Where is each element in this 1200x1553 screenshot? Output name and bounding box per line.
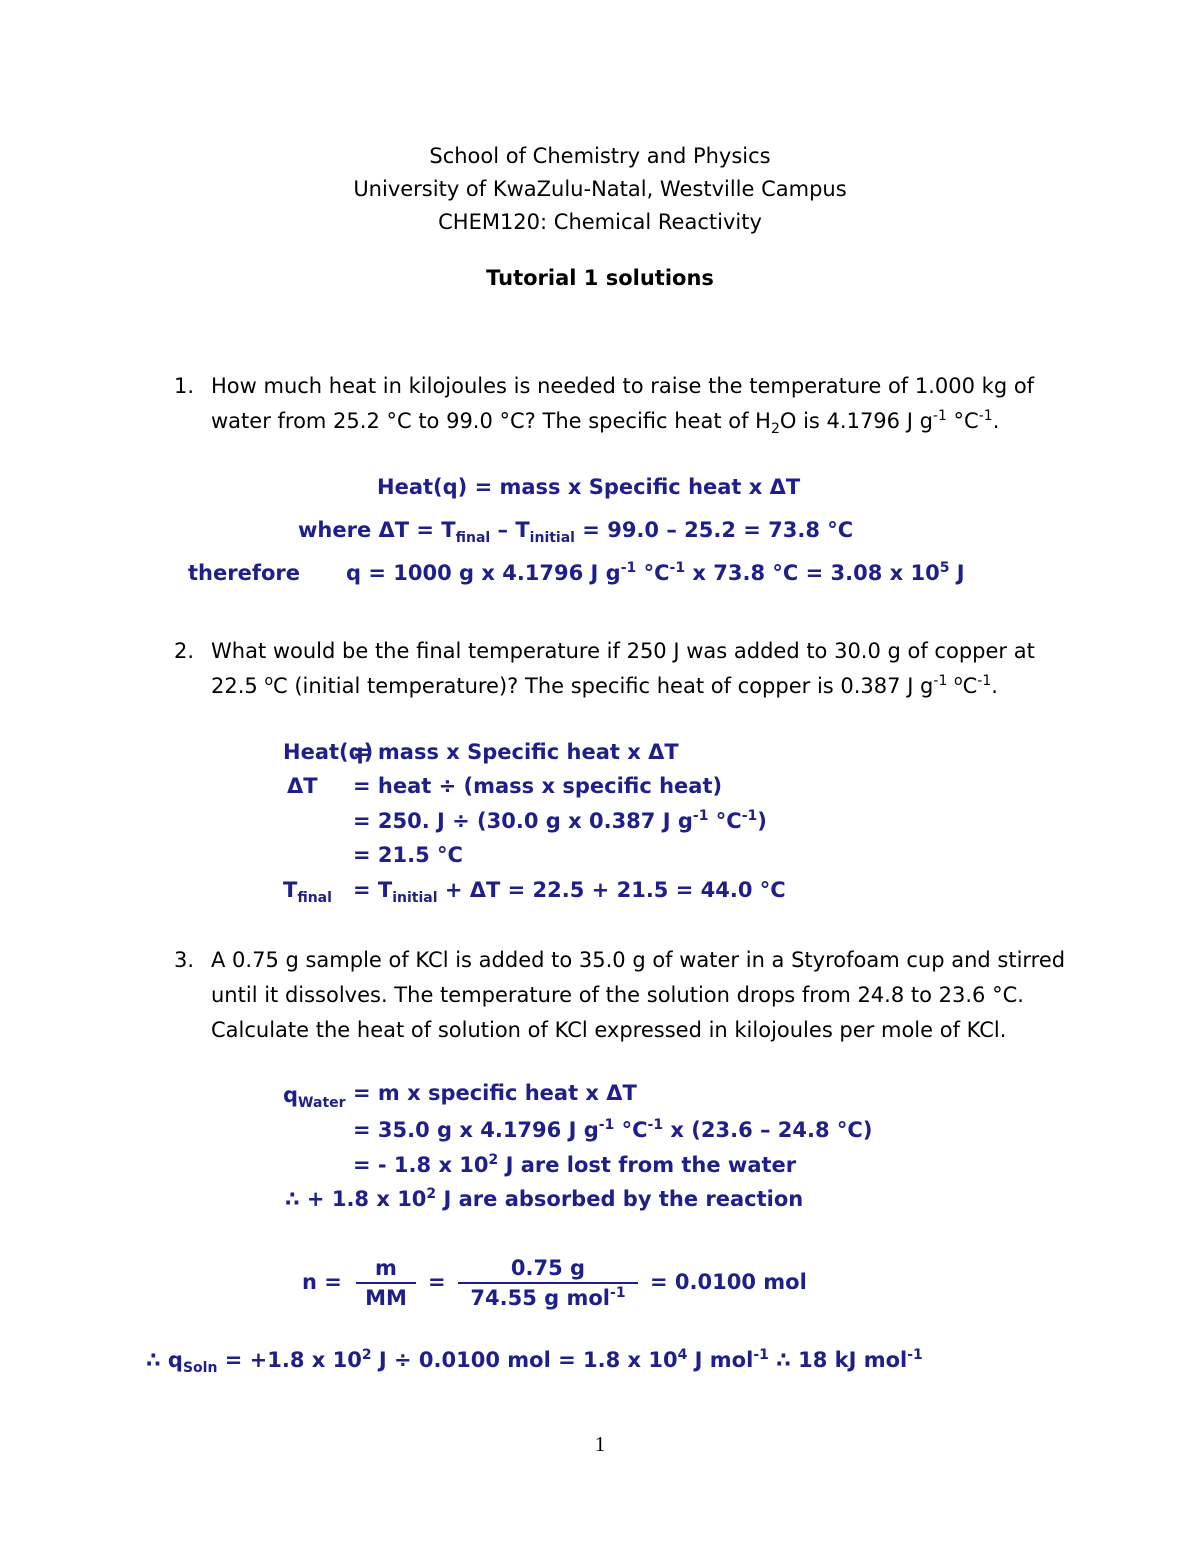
question-3-number: 3. [174,948,195,972]
question-1-line-2: water from 25.2 °C to 99.0 °C? The specific heat of $H_2O$ is 4.1796 J $g^{-1}$ $^\circ C^{-1}$. [211,408,1000,437]
course-name: CHEM120: Chemical Reactivity [438,210,762,234]
q2-solution-line-2-right: = heat ÷ (mass x specific heat) [353,774,723,798]
q1-solution-heat-formula: Heat(q) = mass x Specific heat x ΔT [377,475,801,499]
q2-solution-line-5-left: $T_{final}$ [283,878,332,906]
fraction-2-bar [458,1282,638,1284]
question-3 [174,943,1094,1048]
q1-solution-therefore-label: therefore [188,561,300,585]
fraction-1-bar [356,1282,416,1284]
question-2-line-2: 22.5 $^o$C (initial temperature)? The specific heat of copper is 0.387 J $g^{-1}$ $^oC^{-1}$. [211,673,998,698]
page-number: 1 [594,1432,606,1456]
fraction-1-numerator: m [375,1256,397,1280]
fraction-2-numerator: 0.75 g [510,1256,586,1280]
question-1-number: 1. [174,374,195,398]
question-3-line-1: A 0.75 g sample of KCl is added to 35.0 g of water in a Styrofoam cup and stirred [211,948,1066,972]
fraction-mass-over-molar-mass [458,1256,638,1310]
fraction-m-over-mm [356,1256,416,1310]
question-3-line-3: Calculate the heat of solution of KCl expressed in kilojoules per mole of KCl. [211,1018,1007,1042]
q2-solution-line-5-right: = $T_{initial} + \Delta T = 22.5 + 21.5 = 44.0$ °C [353,878,786,906]
moles-result: = 0.0100 mol [650,1270,807,1294]
q3-final-answer: ∴ $q_{Soln} = +1.8$ x $10^2$ J ÷ 0.0100 mol = 1.8 x $10^4$ J mol$^{-1}$ ∴ 18 kJ mol$^{-1}$ [146,1347,923,1376]
q3-solution-line-1-right: = m x specific heat x ΔT [353,1081,637,1105]
question-1 [174,369,1074,439]
q2-solution-line-1-left: Heat(q) [283,740,374,764]
equals-sign: = [428,1270,446,1294]
q3-solution-line-1-left: $q_{Water}$ [283,1083,346,1111]
q2-solution-line-3: = 250. J ÷ (30.0 g x 0.387 J $g^{-1}$ $^\circ C^{-1}$) [353,808,767,833]
question-2-number: 2. [174,639,195,663]
page-title: Tutorial 1 solutions [486,266,714,290]
q2-solution-line-4: = 21.5 °C [353,843,463,867]
q3-solution-line-3: = - 1.8 x $10^2$ J are lost from the water [353,1152,797,1177]
q2-solution-line-1-right: = mass x Specific heat x ΔT [353,740,679,764]
university-name: University of KwaZulu-Natal, Westville Campus [353,177,847,201]
fraction-1-denominator: MM [365,1286,407,1310]
moles-label: n = [302,1270,342,1294]
q1-solution-delta-t: where $\Delta T = T_{final} - T_{initial} = 99.0 - 25.2 = 73.8$ °C [298,518,854,546]
q3-solution-line-2: = 35.0 g x 4.1796 J $g^{-1}$ $^\circ C^{-1}$ x (23.6 – 24.8 °C) [353,1117,873,1142]
q3-solution-line-4: ∴ + 1.8 x $10^2$ J are absorbed by the reaction [285,1186,804,1211]
fraction-2-denominator: 74.55 g mol$^{-1}$ [470,1285,626,1310]
question-2-line-1: What would be the final temperature if 250 J was added to 30.0 g of copper at [211,639,1035,663]
question-2 [174,634,1074,704]
question-1-line-1: How much heat in kilojoules is needed to raise the temperature of 1.000 kg of [211,374,1035,398]
question-3-line-2: until it dissolves. The temperature of the solution drops from 24.8 to 23.6 °C. [211,983,1024,1007]
q2-solution-line-2-left: ΔT [287,774,318,798]
q1-solution-result: q = 1000 g x 4.1796 J $g^{-1}$ $^\circ C^{-1}$ x 73.8 °C = 3.08 x $10^5$ J [346,560,965,585]
school-name: School of Chemistry and Physics [429,144,771,168]
